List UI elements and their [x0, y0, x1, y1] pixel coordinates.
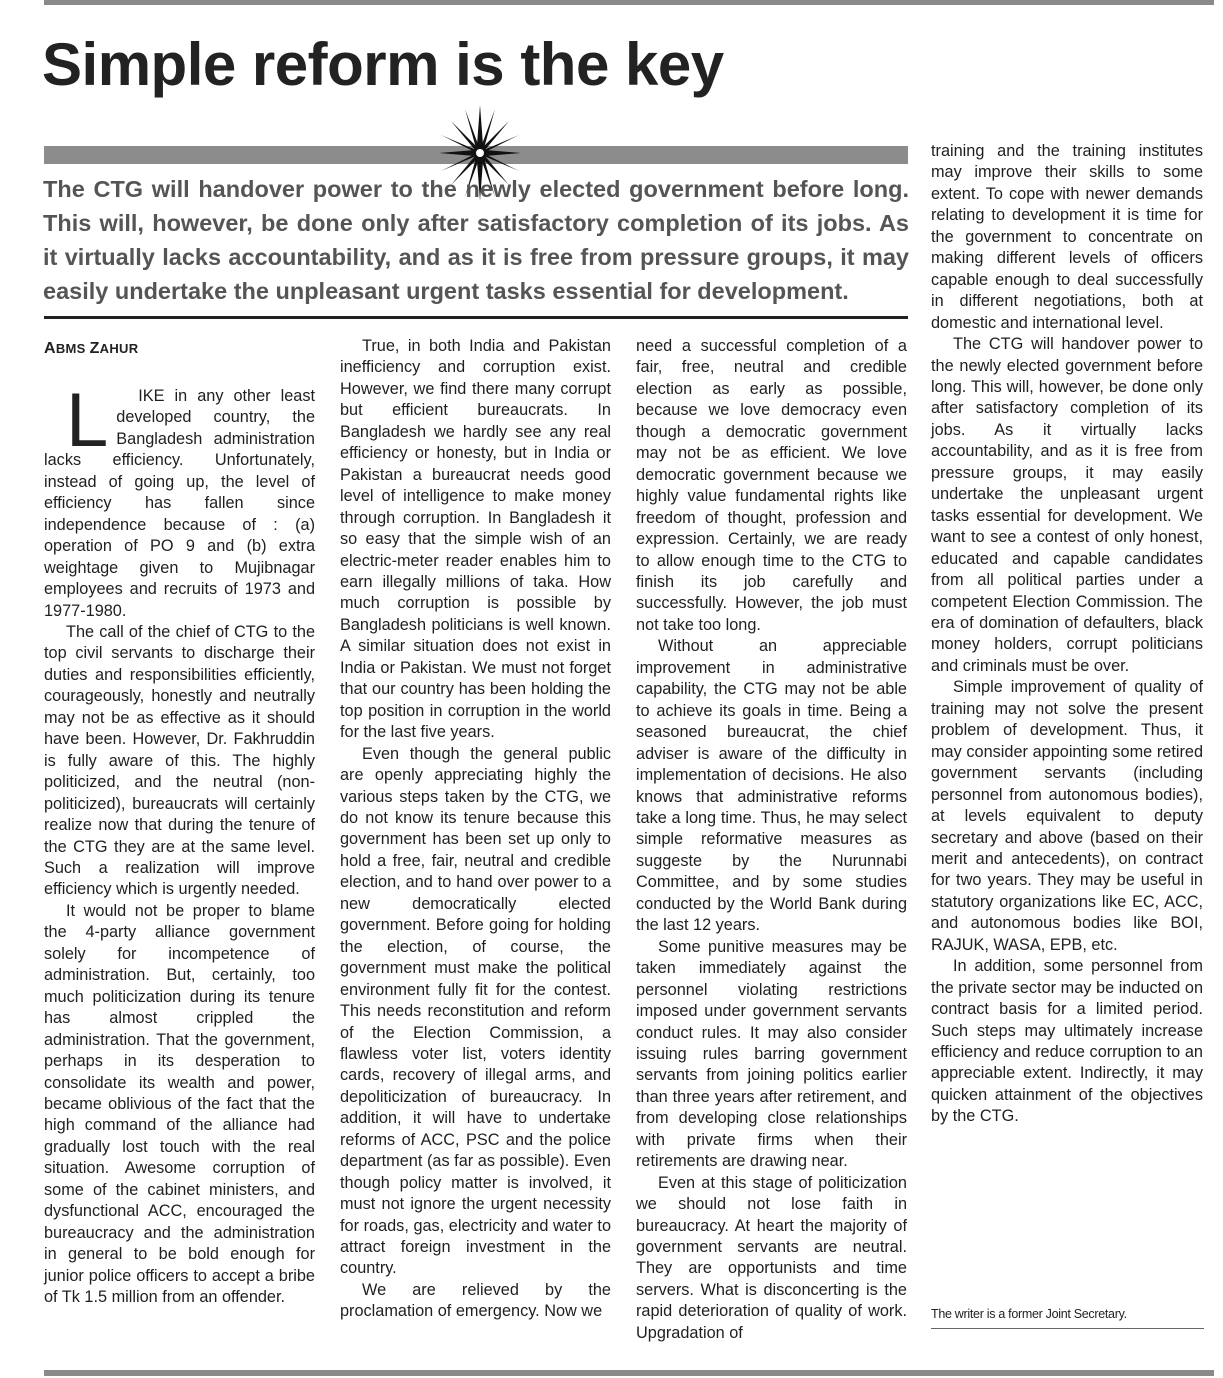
column-3 — [636, 336, 907, 1344]
paragraph: need a successful completion of a fair, free, neutral and credible election as early as possible, because we love democracy even though a democratic government may not be as efficient. We love democratic government because we highly value fundamental rights like freedom of thought, profession and expression. Certainly, we are ready to allow enough time to the CTG to finish its job carefully and successfully. However, the job must not take too long. — [636, 337, 907, 634]
paragraph: It would not be proper to blame the 4-party alliance government solely for incompetence of administration. But, certainly, too much politicization during its tenure has almost crippled the administration. That the government, perhaps in its desperation to consolidate its wealth and power, became oblivious of the fact that the high command of the alliance had gradually lost touch with the real situation. Awesome corruption of some of the cabinet ministers, and dysfunctional ACC, encouraged the bureaucracy and the administration in general to be bold enough for junior police officers to accept a bribe of Tk 1.5 million from an offender. — [44, 901, 315, 1307]
paragraph: We are relieved by the proclamation of emergency. Now we — [340, 1280, 611, 1321]
byline — [44, 340, 138, 358]
paragraph: In addition, some personnel from the private sector may be inducted on contract basis for a limited period. Such steps may ultimately increase efficiency and reduce corruption to an appreciable extent. Indirectly, it may quicken attainment of the objectives by the CTG. — [931, 957, 1203, 1126]
paragraph: The call of the chief of CTG to the top civil servants to discharge their duties and responsibilities efficiently, courageously, honestly and neutrally may not be as effective as it should have been. However, Dr. Fakhruddin is fully aware of this. The highly politicized, and the neutral (non-politicized), bureaucrats will certainly realize now that during the tenure of the CTG they are at the same level. Such a realization will improve efficiency which is urgently needed. — [44, 622, 315, 899]
paragraph: True, in both India and Pakistan inefficiency and corruption exist. However, we find there many corrupt but efficient bureaucrats. In Bangladesh we hardly see any real efficiency or honesty, but in India or Pakistan a bureaucrat needs good level of intelligence to make money through corruption. In Bangladesh it so easy that the simple wish of an electric-meter reader enables him to earn illegally millions of taka. How much corruption is possible by Bangladesh politicians is well known. A similar situation does not exist in India or Pakistan. We must not forget that our country has been holding the top position in corruption in the world for the last five years. — [340, 337, 611, 742]
deck-summary: The CTG will handover power to the newly elected government before long. This will, however, be done only after satisfactory completion of its jobs. As it virtually lacks accountability, and as it is free from pressure groups, it may easily undertake the unpleasant urgent tasks essential for development. — [43, 176, 909, 304]
deck-rule — [44, 316, 908, 319]
column-1 — [44, 378, 315, 1308]
paragraph-text: IKE in any other least developed country, the Bangladesh administration lacks efficiency. Unfortunately, instead of going up, the level of efficiency has fallen since independence because of : (a) operation of PO 9 and (b) extra weightage given to Mujibnagar employees and recruits of 1973 and 1977-1980. — [44, 387, 315, 620]
byline-part: BMS — [55, 341, 90, 356]
paragraph — [44, 378, 315, 622]
paragraph: training and the training institutes may improve their skills to some extent. To cope with newer demands relating to development it is time for the government to concentrate on making different levels of officers capable enough to deal successfully in different negotiations, both at domestic and international level. — [931, 142, 1203, 332]
writer-note: The writer is a former Joint Secretary. — [931, 1307, 1127, 1321]
byline-part2: AHUR — [99, 341, 139, 356]
paragraph: Even at this stage of politicization we should not lose faith in bureaucracy. At heart the majority of government servants are neutral. They are opportunists and time servers. What is disconcerting is the rapid deterioration of quality of work. Upgradation of — [636, 1173, 907, 1342]
note-rule — [931, 1328, 1204, 1329]
paragraph: Simple improvement of quality of training may not solve the present problem of development. Thus, it may consider appointing some retired government servants (including personnel from autonomous bodies), at levels equivalent to deputy secretary and above (based on their merit and antecedents), on contract for two years. They may be useful in statutory organizations like EC, ACC, and autonomous bodies like BOI, RAJUK, WASA, EPB, etc. — [931, 678, 1203, 954]
paragraph: The CTG will handover power to the newly elected government before long. This will, however, be done only after satisfactory completion of its jobs. As it virtually lacks accountability, and as it is free from pressure groups, it may easily undertake the unpleasant urgent tasks essential for development. We want to see a contest of only honest, educated and capable candidates from all political parties under a competent Election Commission. The era of domination of defaulters, black money holders, corrupt politicians and criminals must be over. — [931, 335, 1203, 675]
drop-cap: L — [66, 378, 109, 463]
byline-initial-z: Z — [89, 340, 100, 357]
column-4 — [931, 141, 1203, 1128]
bottom-rule — [44, 1370, 1214, 1376]
paragraph: Even though the general public are openly appreciating highly the various steps taken by the CTG, we do not know its tenure because this government has been set up only to hold a free, fair, neutral and credible election, and to hand over power to a new democratically elected government. Before going for holding the election, of course, the government must make the political environment fully fit for the contest. This needs reconstitution and reform of the Election Commission, a flawless voter list, voters identity cards, recovery of illegal arms, and depoliticization of bureaucracy. In addition, it will have to undertake reforms of ACC, PSC and the police department (as far as possible). Even though policy matter is involved, it must not ignore the urgent necessity for roads, gas, electricity and water to attract foreign investment in the country. — [340, 744, 611, 1278]
byline-initial-a: A — [44, 340, 56, 357]
top-rule — [44, 0, 1214, 5]
paragraph: Without an appreciable improvement in administrative capability, the CTG may not be able to achieve its goals in time. Being a seasoned bureaucrat, the chief adviser is aware of the difficulty in implementation of decisions. He also knows that administrative reforms take a long time. Thus, he may select simple reformative measures as suggeste by the Nurunnabi Committee, and by some studies conducted by the World Bank during the last 12 years. — [636, 637, 907, 935]
column-2 — [340, 336, 611, 1323]
paragraph: Some punitive measures may be taken immediately against the personnel violating restrictions imposed under government servants conduct rules. It may also consider issuing rules barring government servants from joining politics earlier than three years after retirement, and from developing close relationships with private firms when their retirements are drawing near. — [636, 937, 907, 1171]
headline: Simple reform is the key — [42, 31, 724, 98]
